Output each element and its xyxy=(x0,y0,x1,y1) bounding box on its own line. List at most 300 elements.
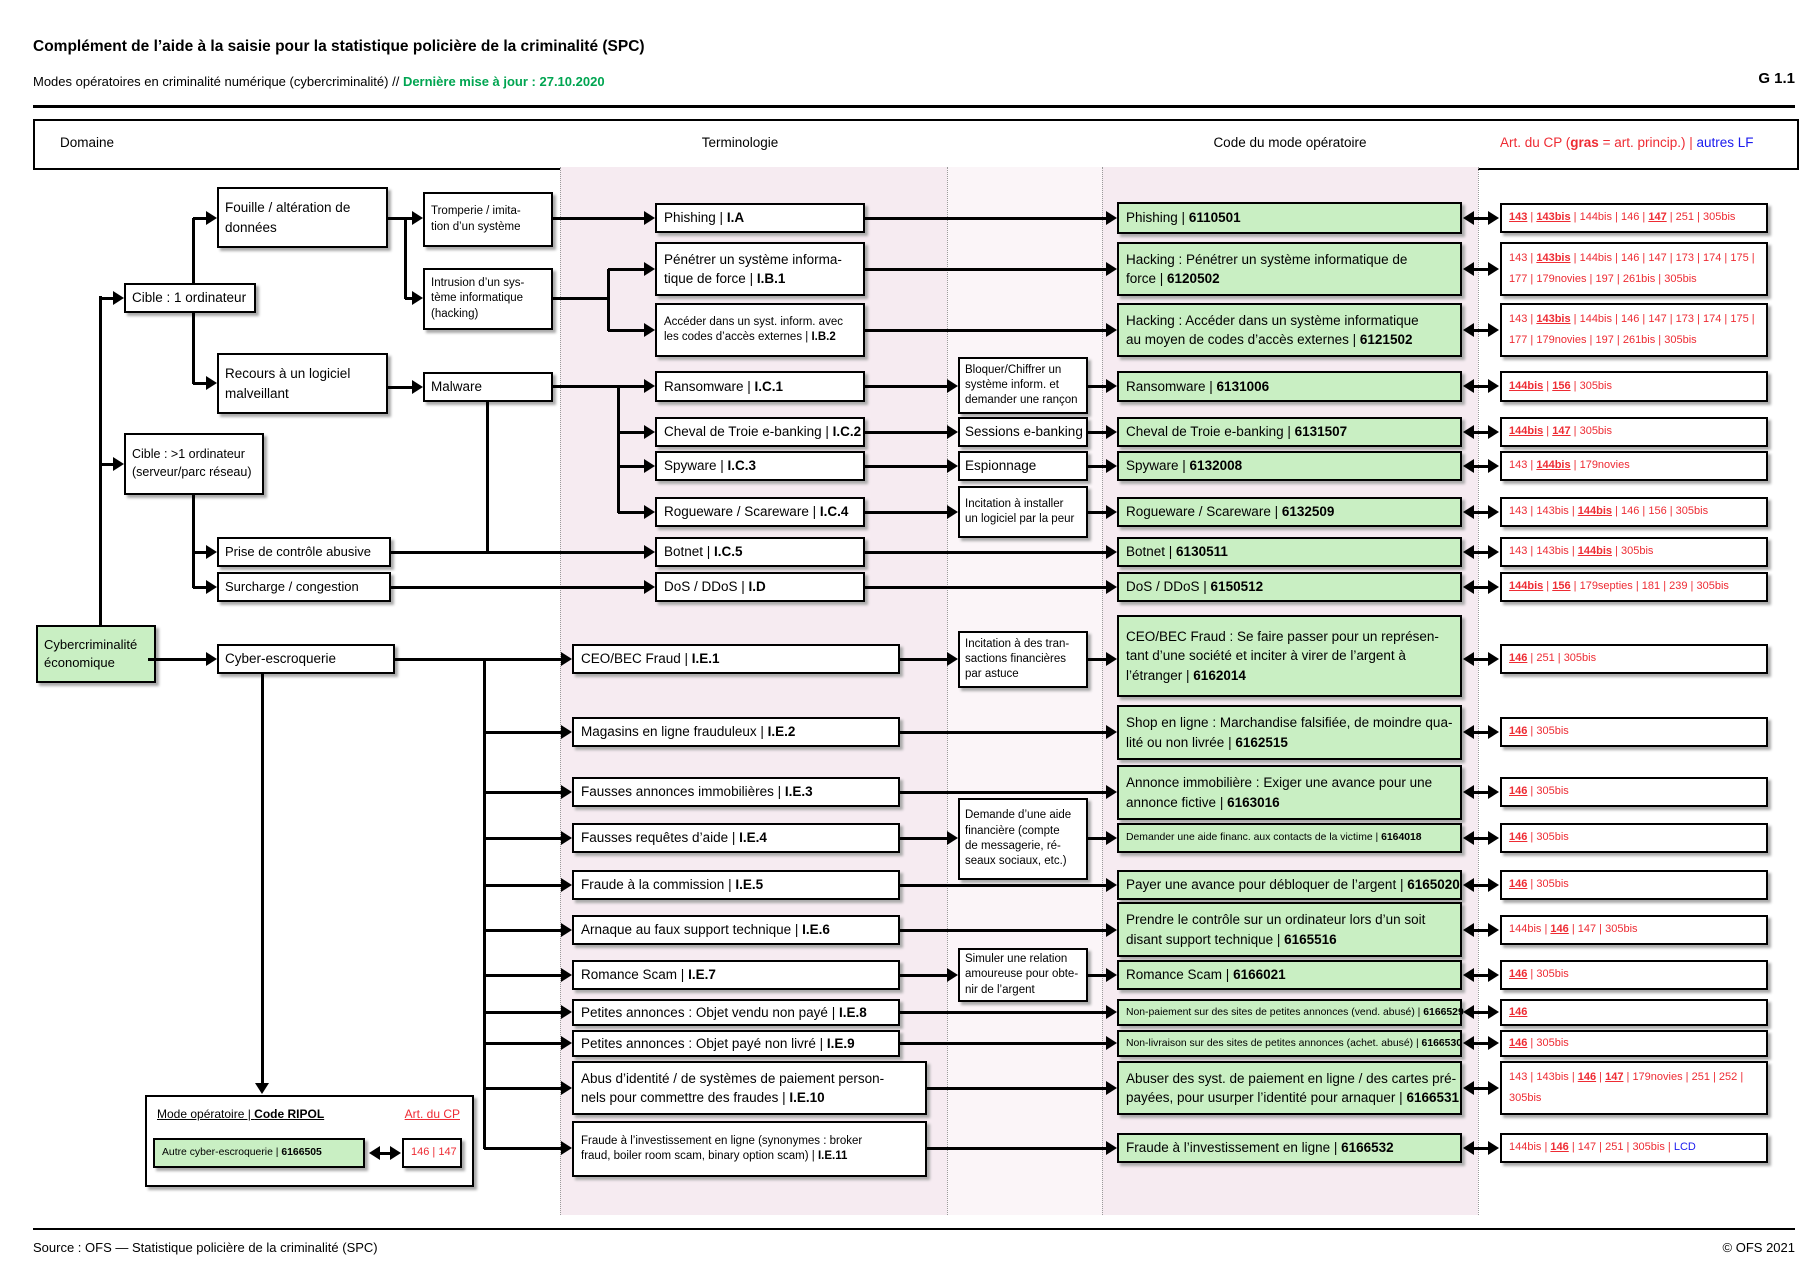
arrowhead xyxy=(412,211,423,225)
art-line xyxy=(1509,309,1759,352)
art-ref: 156 xyxy=(1648,505,1667,518)
legend-art-refs: 146 | 147 xyxy=(411,1146,457,1159)
box-text: Arnaque au faux support technique xyxy=(581,922,792,938)
separator: | xyxy=(1543,580,1553,593)
connector-line xyxy=(484,929,562,932)
box-text: Shop en ligne : Marchandise falsifiée, de moindre qua- xyxy=(1126,715,1453,731)
box-code: I.E.2 xyxy=(767,724,796,740)
art-ref: 143bis xyxy=(1536,545,1569,558)
box-text: Recours à un logiciel xyxy=(225,366,351,382)
art-ref: 305bis xyxy=(1509,1092,1542,1104)
art-ref: 173 xyxy=(1675,251,1695,264)
connector-line xyxy=(391,551,645,554)
box-text: sactions financières xyxy=(965,652,1066,665)
box-text: Incitation à des tran- xyxy=(965,637,1070,650)
connector-line xyxy=(865,385,948,388)
art-ref: 143bis xyxy=(1536,505,1569,518)
separator: | xyxy=(1748,251,1755,264)
column-separator xyxy=(1478,167,1479,1215)
box-code: 6166531 xyxy=(1406,1090,1459,1105)
arrowhead xyxy=(1106,545,1117,559)
box-code: I.C.5 xyxy=(714,544,743,560)
box-text: Spyware xyxy=(1126,458,1179,474)
box-code: I.B.1 xyxy=(756,271,786,286)
separator: | xyxy=(1721,312,1731,325)
arrowhead xyxy=(1106,1036,1117,1050)
box-text: Botnet xyxy=(664,544,704,560)
art-box-row12 xyxy=(1500,823,1768,853)
connector-line xyxy=(1088,511,1107,514)
separator: | xyxy=(1527,1036,1537,1049)
separator: | xyxy=(1596,923,1606,936)
divider xyxy=(33,1228,1795,1230)
separator: | xyxy=(1632,580,1642,593)
box-text: (serveur/parc réseau) xyxy=(132,465,252,479)
art-ref: 251 xyxy=(1605,1141,1624,1154)
separator: | xyxy=(1527,273,1537,285)
art-ref: LCD xyxy=(1673,1141,1696,1154)
box-text: Surcharge / congestion xyxy=(225,578,359,594)
art-box-row7 xyxy=(1500,537,1768,567)
separator: | xyxy=(1527,725,1537,738)
box-text: DoS / DDoS xyxy=(664,579,738,595)
arrowhead xyxy=(947,968,958,982)
art-line xyxy=(1509,424,1612,440)
separator: | xyxy=(1570,425,1580,438)
arrowhead xyxy=(561,968,572,982)
connector-line xyxy=(193,382,207,385)
connector-line xyxy=(900,884,1107,887)
arrowhead xyxy=(561,923,572,937)
arrowhead xyxy=(1463,652,1474,666)
box-code: 6164018 xyxy=(1381,832,1422,844)
art-ref: 144bis xyxy=(1577,505,1612,518)
connector-line xyxy=(484,974,562,977)
art-ref: 197 xyxy=(1595,273,1614,285)
separator: | xyxy=(1527,1070,1537,1083)
arrowhead xyxy=(947,831,958,845)
art-ref: 143 xyxy=(1509,312,1528,325)
art-ref: 146 xyxy=(1550,1141,1569,1154)
connector-line xyxy=(404,217,407,299)
art-ref: 305bis xyxy=(1664,273,1697,285)
note-box-row6 xyxy=(958,486,1088,538)
connector-line xyxy=(1088,385,1107,388)
arrowhead xyxy=(1488,1081,1499,1095)
separator: | xyxy=(1613,334,1623,346)
legend-art-box xyxy=(402,1138,462,1168)
arrowhead xyxy=(1488,968,1499,982)
art-ref: 146 xyxy=(1509,878,1528,891)
arrowhead xyxy=(1106,379,1117,393)
note-box-row5 xyxy=(958,451,1088,481)
connector-line xyxy=(865,431,948,434)
legend-header-left xyxy=(157,1107,324,1121)
connector-line xyxy=(900,731,1107,734)
art-ref: 143bis xyxy=(1536,312,1571,325)
art-box-row3 xyxy=(1500,371,1768,402)
box-text: Fouille / altération de xyxy=(225,200,351,216)
art-ref: 146 xyxy=(1620,211,1640,224)
connector-line xyxy=(865,551,1107,554)
box-text: Non-livraison sur des sites de petites annonces (achet. abusé) xyxy=(1126,1037,1414,1049)
box-text: Cheval de Troie e-banking xyxy=(664,424,822,440)
art-ref: 252 xyxy=(1718,1070,1738,1083)
arrowhead xyxy=(1488,878,1499,892)
box-text: système inform. et xyxy=(965,378,1059,391)
connector-line xyxy=(553,297,608,300)
domain-node-tromperie xyxy=(423,192,553,247)
art-ref: 147 xyxy=(1648,211,1667,224)
art-ref: 179septies xyxy=(1579,580,1633,593)
separator: | xyxy=(1541,923,1551,936)
page-title: Complément de l’aide à la saisie pour la statistique policière de la criminalité (SPC) xyxy=(33,38,645,55)
connector-line xyxy=(388,386,413,389)
box-text: Prise de contrôle abusive xyxy=(225,543,371,559)
separator: | xyxy=(1543,425,1553,438)
domain-node-cibleN xyxy=(124,433,264,495)
arrowhead xyxy=(1106,211,1117,225)
art-ref: 146 xyxy=(1620,312,1640,325)
box-text: Payer une avance pour débloquer de l’argent xyxy=(1126,877,1397,893)
connector-line xyxy=(1088,465,1107,468)
box-code: 6165020 xyxy=(1407,877,1460,893)
box-text: par astuce xyxy=(965,668,1019,681)
arrowhead xyxy=(1488,923,1499,937)
connector-line xyxy=(99,296,102,626)
arrowhead xyxy=(1106,785,1117,799)
box-text: Incitation à installer xyxy=(965,497,1064,510)
connector-line xyxy=(865,329,1107,332)
arrowhead xyxy=(1106,459,1117,473)
separator: | xyxy=(1666,505,1676,518)
box-text: Rogueware / Scareware xyxy=(1126,504,1271,520)
arrowhead xyxy=(1463,505,1474,519)
column-separator xyxy=(947,167,948,1215)
box-text: seaux sociaux, etc.) xyxy=(965,855,1067,868)
arrowhead xyxy=(1488,1005,1499,1019)
term-box-I.C.5: Botnet | I.C.5 xyxy=(655,537,865,567)
art-ref: 305bis xyxy=(1536,831,1569,844)
box-text: Fausses requêtes d’aide xyxy=(581,830,729,846)
box-text: Annonce immobilière : Exiger une avance pour une xyxy=(1126,775,1433,791)
art-ref: 147 xyxy=(1577,1141,1597,1154)
art-box-row19 xyxy=(1500,1133,1768,1163)
arrowhead xyxy=(1106,878,1117,892)
art-ref: 181 xyxy=(1641,580,1661,593)
box-text: Romance Scam xyxy=(581,967,678,983)
connector-line xyxy=(1088,658,1107,661)
box-code: 6166532 xyxy=(1341,1140,1394,1156)
art-ref: 179novies xyxy=(1579,459,1630,472)
arrowhead xyxy=(113,457,124,471)
art-ref: 146 xyxy=(1509,1036,1528,1049)
art-ref: 305bis xyxy=(1605,923,1638,936)
box-text: Spyware xyxy=(664,458,717,474)
box-text: (hacking) xyxy=(431,307,479,320)
box-code: I.E.8 xyxy=(838,1004,867,1020)
box-text: Cible : 1 ordinateur xyxy=(132,290,247,306)
domain-node-intrusion xyxy=(423,268,553,330)
separator: | xyxy=(1660,580,1670,593)
domain-node-surcharge xyxy=(217,572,391,602)
box-text: l’étranger xyxy=(1126,667,1183,683)
art-box-row14 xyxy=(1500,915,1768,945)
art-ref: 144bis xyxy=(1509,1141,1542,1154)
art-ref: 146 xyxy=(1577,1070,1597,1083)
connector-line xyxy=(618,465,645,468)
footer-source: Source : OFS — Statistique policière de la criminalité (SPC) xyxy=(33,1240,378,1255)
arrowhead xyxy=(1463,262,1474,276)
connector-line xyxy=(865,465,948,468)
art-ref: 174 xyxy=(1703,312,1722,325)
connector-line xyxy=(553,217,645,220)
art-header-4: autres LF xyxy=(1696,135,1754,150)
box-text: Abuser des syst. de paiement en ligne / des cartes pré- xyxy=(1126,1070,1457,1086)
art-ref: 143 xyxy=(1509,211,1528,224)
code-box-6166529: Non-paiement sur des sites de petites annonces (vend. abusé) | 6166529 xyxy=(1117,999,1462,1026)
term-box-I.E.7: Romance Scam | I.E.7 xyxy=(572,960,900,990)
box-text: lité ou non livrée xyxy=(1126,734,1225,750)
arrowhead xyxy=(1488,545,1499,559)
arrowhead xyxy=(390,1146,401,1160)
arrowhead xyxy=(644,425,655,439)
separator: | xyxy=(1527,831,1537,844)
term-box-I.B.1: Pénétrer un système informa- tique de force | I.B.1 xyxy=(655,242,865,296)
art-ref: 177 xyxy=(1509,273,1528,285)
art-ref: 261bis xyxy=(1622,273,1656,285)
art-ref: 305bis xyxy=(1579,379,1612,392)
art-box-row6 xyxy=(1500,497,1768,527)
term-box-I.E.3: Fausses annonces immobilières | I.E.3 xyxy=(572,777,900,807)
domain-node-recours xyxy=(217,353,388,414)
box-code: 6132509 xyxy=(1281,504,1335,520)
separator: | xyxy=(1666,211,1676,224)
box-text: fraud, boiler room scam, binary option scam) xyxy=(581,1150,809,1162)
arrowhead xyxy=(644,211,655,225)
connector-line xyxy=(192,495,195,588)
note-box-row9 xyxy=(958,631,1088,688)
art-ref: 144bis xyxy=(1579,312,1612,325)
art-ref: 147 xyxy=(1577,923,1597,936)
connector-line xyxy=(193,586,207,589)
arrowhead xyxy=(1106,323,1117,337)
art-box-row1 xyxy=(1500,242,1768,296)
connector-line xyxy=(1088,974,1107,977)
arrowhead xyxy=(1463,580,1474,594)
separator: | xyxy=(1596,1141,1606,1154)
arrowhead xyxy=(369,1146,380,1160)
art-ref: 144bis xyxy=(1577,545,1612,558)
separator: | xyxy=(1570,580,1580,593)
term-box-I.A: Phishing | I.A xyxy=(655,203,865,233)
box-text: payées, pour usurper l’identité pour arnaquer xyxy=(1126,1090,1396,1105)
box-code: I.E.5 xyxy=(735,877,764,893)
art-line xyxy=(1509,1140,1696,1156)
arrowhead xyxy=(1488,1036,1499,1050)
art-line xyxy=(1509,877,1569,893)
box-code: I.E.11 xyxy=(817,1150,848,1162)
box-code: 6166529 xyxy=(1423,1006,1464,1018)
arrowhead xyxy=(1488,262,1499,276)
legend-mode-operatoire: Mode opératoire | xyxy=(157,1107,255,1121)
art-ref: 144bis xyxy=(1509,923,1542,936)
art-line xyxy=(1509,379,1612,395)
arrowhead xyxy=(113,291,124,305)
separator: | xyxy=(1655,334,1665,346)
separator: | xyxy=(1694,312,1704,325)
arrowhead xyxy=(206,545,217,559)
separator: | xyxy=(1527,251,1537,264)
column-header-domaine: Domaine xyxy=(60,135,115,150)
arrowhead xyxy=(561,1081,572,1095)
code-box-6131507: Cheval de Troie e-banking | 6131507 xyxy=(1117,417,1462,447)
box-code: 6121502 xyxy=(1359,332,1413,347)
box-text: Fraude à l’investissement en ligne (synonymes : broker xyxy=(581,1134,863,1147)
separator: | xyxy=(1612,211,1621,224)
box-code: 6150512 xyxy=(1210,579,1264,595)
art-line xyxy=(1509,651,1596,667)
connector-line xyxy=(395,658,562,661)
connector-line xyxy=(484,1011,562,1014)
box-text: Cheval de Troie e-banking xyxy=(1126,424,1284,440)
arrowhead xyxy=(1463,1081,1474,1095)
separator: | xyxy=(1709,1070,1719,1083)
connector-line xyxy=(608,268,645,271)
arrowhead xyxy=(412,291,423,305)
separator: | xyxy=(1666,312,1676,325)
separator: | xyxy=(1568,923,1578,936)
connector-line xyxy=(927,1147,1107,1150)
legend-header-right: Art. du CP xyxy=(404,1107,460,1121)
art-ref: 143bis xyxy=(1536,251,1571,264)
art-line xyxy=(1509,210,1735,226)
box-code: I.B.2 xyxy=(811,331,836,343)
term-box-I.E.9: Petites annonces : Objet payé non livré | I.E.9 xyxy=(572,1030,900,1057)
box-code: 6131006 xyxy=(1216,378,1270,394)
term-box-I.E.5: Fraude à la commission | I.E.5 xyxy=(572,870,900,900)
box-text: financière (compte xyxy=(965,824,1060,837)
connector-line xyxy=(193,217,207,220)
separator: | xyxy=(1586,334,1596,346)
connector-line xyxy=(100,297,114,300)
art-header-3: = art. princip.) | xyxy=(1598,135,1697,150)
connector-line xyxy=(900,1042,1107,1045)
connector-line xyxy=(1088,431,1107,434)
art-ref: 146 xyxy=(1509,785,1528,798)
box-text: Abus d’identité / de systèmes de paiement person- xyxy=(581,1070,885,1086)
connector-line xyxy=(484,837,562,840)
arrowhead xyxy=(947,505,958,519)
box-text: Hacking : Accéder dans un système informatique xyxy=(1126,312,1419,328)
box-text: force xyxy=(1126,271,1157,286)
separator: | xyxy=(1639,211,1649,224)
code-box-6165020: Payer une avance pour débloquer de l’argent | 6165020 xyxy=(1117,870,1462,900)
domain-node-cible1 xyxy=(124,283,256,313)
arrowhead xyxy=(206,211,217,225)
box-code: 6130511 xyxy=(1176,544,1228,560)
arrowhead xyxy=(1463,545,1474,559)
note-box-row4 xyxy=(958,417,1088,447)
art-ref: 305bis xyxy=(1563,652,1597,665)
code-box-6165516: Prendre le contrôle sur un ordinateur lors d’un soit disant support technique | 6165516 xyxy=(1117,902,1462,957)
separator: | xyxy=(1527,211,1537,224)
arrowhead xyxy=(644,459,655,473)
arrowhead xyxy=(1106,1141,1117,1155)
figure-id: G 1.1 xyxy=(1758,70,1795,87)
arrowhead xyxy=(1463,211,1474,225)
box-text: un logiciel par la peur xyxy=(965,513,1075,525)
divider xyxy=(33,105,1795,108)
box-text: au moyen de codes d’accès externes xyxy=(1126,332,1349,347)
separator: | xyxy=(1541,1141,1551,1154)
arrowhead xyxy=(561,1005,572,1019)
art-ref: 179novies xyxy=(1536,273,1587,285)
arrowhead xyxy=(1106,1081,1117,1095)
box-code: I.D xyxy=(748,579,766,595)
art-ref: 144bis xyxy=(1509,425,1544,438)
art-line xyxy=(1509,784,1569,800)
box-code: I.E.9 xyxy=(826,1035,855,1051)
art-line xyxy=(1509,544,1653,560)
arrowhead xyxy=(1488,831,1499,845)
separator: | xyxy=(1596,1070,1606,1083)
connector-line xyxy=(100,463,114,466)
box-text: les codes d’accès externes xyxy=(664,331,803,343)
box-text: tion d’un système xyxy=(431,220,521,233)
arrowhead xyxy=(561,1036,572,1050)
art-ref: 179novies xyxy=(1632,1070,1683,1083)
separator: | xyxy=(1570,459,1580,472)
arrowhead xyxy=(644,262,655,276)
separator: | xyxy=(1687,580,1697,593)
box-text: Rogueware / Scareware xyxy=(664,504,809,520)
art-ref: 146 xyxy=(1509,1005,1528,1018)
art-ref: 173 xyxy=(1675,312,1695,325)
connector-line xyxy=(484,1087,562,1090)
connector-line xyxy=(388,217,413,220)
connector-line xyxy=(192,312,195,384)
box-text: Cible : >1 ordinateur xyxy=(132,447,245,462)
arrowhead xyxy=(561,1141,572,1155)
box-text: Simuler une relation xyxy=(965,953,1068,966)
separator: | xyxy=(1527,968,1537,981)
arrowhead xyxy=(1488,725,1499,739)
art-line xyxy=(1509,922,1638,938)
arrowhead xyxy=(1463,923,1474,937)
arrowhead xyxy=(1488,785,1499,799)
separator: | xyxy=(1612,545,1621,558)
connector-line xyxy=(484,731,562,734)
arrowhead xyxy=(1106,505,1117,519)
code-box-6110501: Phishing | 6110501 xyxy=(1117,202,1462,234)
art-ref: 251 xyxy=(1691,1070,1710,1083)
art-ref: 143 xyxy=(1509,545,1528,558)
box-code: I.E.10 xyxy=(789,1090,825,1105)
pink-band-light xyxy=(947,167,1102,1215)
box-text: Espionnage xyxy=(965,458,1037,474)
connector-line xyxy=(484,884,562,887)
art-ref: 251 xyxy=(1675,211,1695,224)
art-box-row2 xyxy=(1500,303,1768,357)
separator: | xyxy=(1639,312,1649,325)
box-code: 6120502 xyxy=(1167,271,1220,286)
box-code: I.E.6 xyxy=(802,922,830,938)
box-text: Fausses annonces immobilières xyxy=(581,784,774,800)
arrowhead xyxy=(1488,1141,1499,1155)
box-text: économique xyxy=(44,655,115,670)
code-box-6132509: Rogueware / Scareware | 6132509 xyxy=(1117,497,1462,527)
